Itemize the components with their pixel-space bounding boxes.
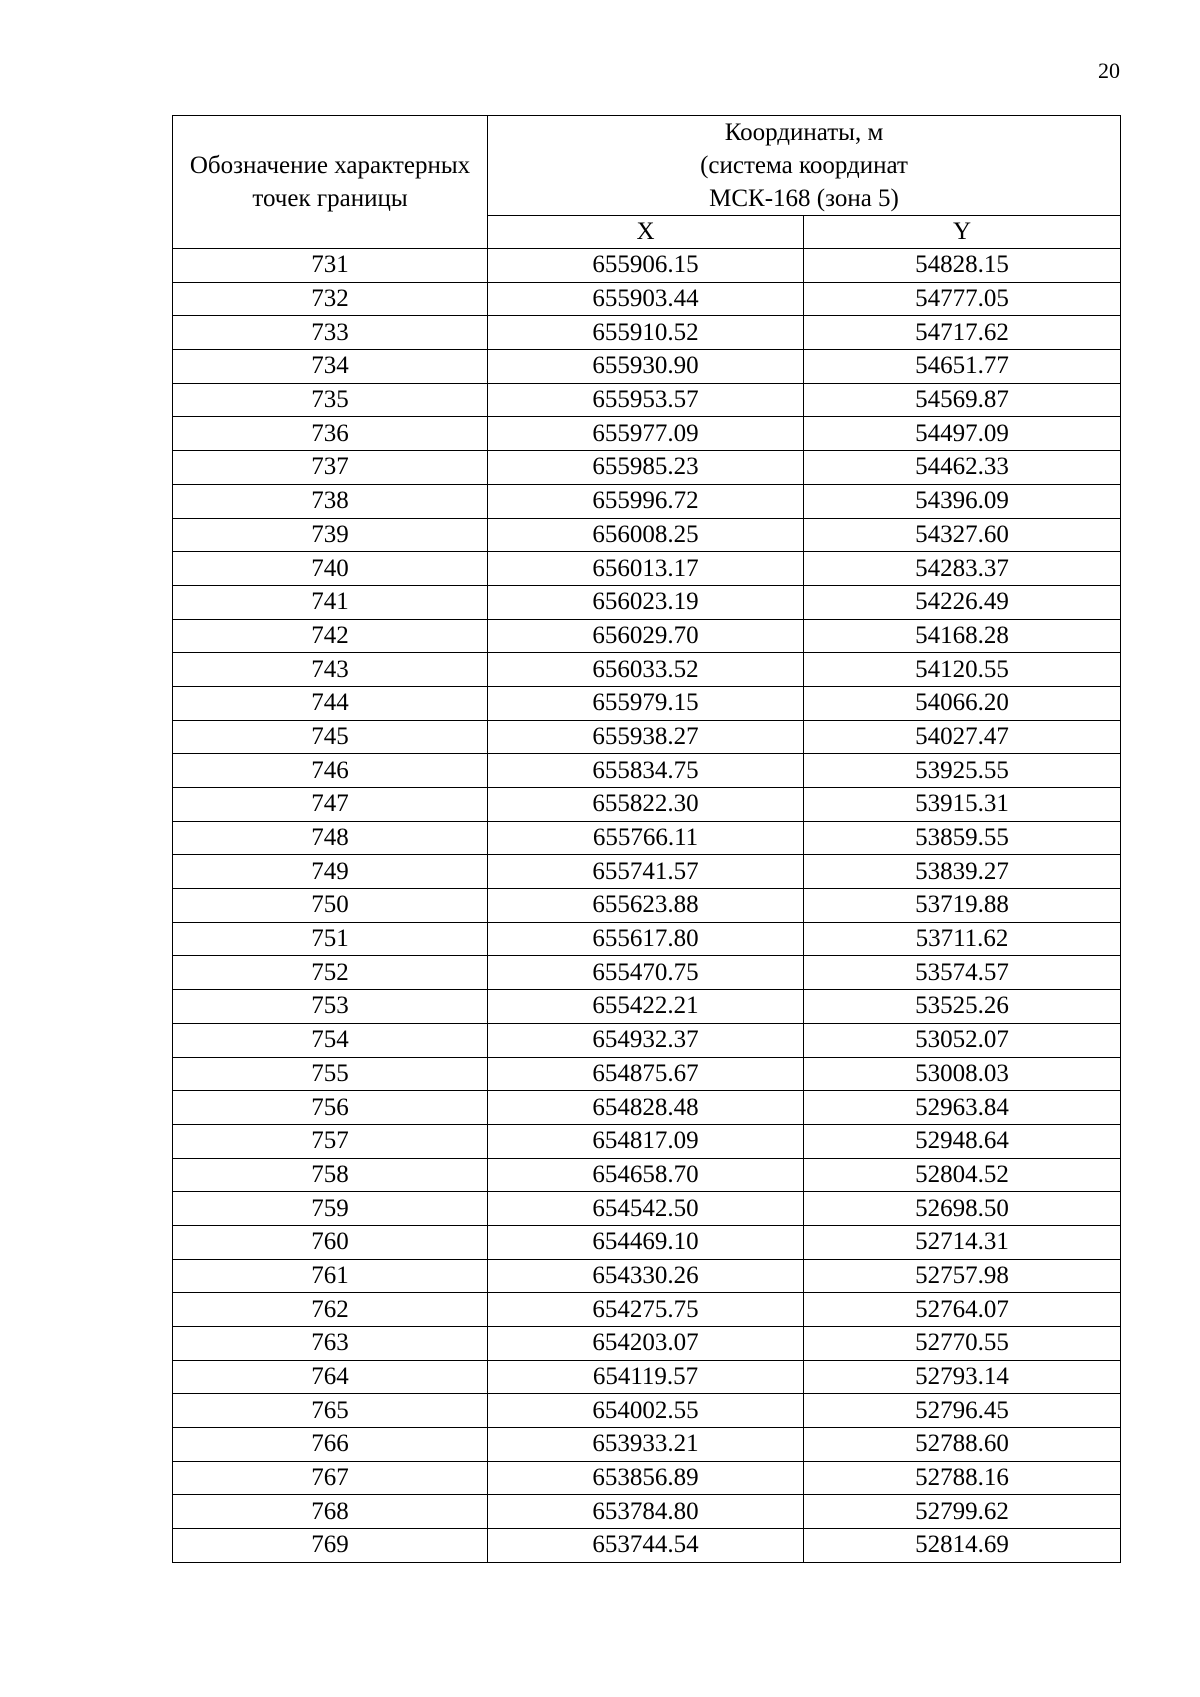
table-row [173, 1091, 1121, 1125]
cell-x: 655422.21 [488, 990, 804, 1024]
cell-point: 740 [173, 552, 488, 586]
cell-x: 654119.57 [488, 1360, 804, 1394]
table-body [173, 249, 1121, 1563]
cell-x: 655470.75 [488, 956, 804, 990]
cell-y: 54066.20 [804, 686, 1121, 720]
cell-point: 765 [173, 1394, 488, 1428]
cell-x: 654203.07 [488, 1327, 804, 1361]
cell-y: 53525.26 [804, 990, 1121, 1024]
cell-point: 764 [173, 1360, 488, 1394]
cell-y: 53574.57 [804, 956, 1121, 990]
cell-x: 654002.55 [488, 1394, 804, 1428]
cell-y: 54327.60 [804, 518, 1121, 552]
cell-point: 741 [173, 585, 488, 619]
cell-point: 742 [173, 619, 488, 653]
cell-point: 766 [173, 1428, 488, 1462]
cell-y: 53915.31 [804, 788, 1121, 822]
cell-y: 54717.62 [804, 316, 1121, 350]
cell-y: 52799.62 [804, 1495, 1121, 1529]
header-coordinates [488, 116, 1121, 216]
cell-y: 52714.31 [804, 1225, 1121, 1259]
cell-point: 759 [173, 1192, 488, 1226]
page-number: 20 [1098, 58, 1120, 83]
cell-point: 758 [173, 1158, 488, 1192]
table-row [173, 1225, 1121, 1259]
cell-y: 52698.50 [804, 1192, 1121, 1226]
table-row [173, 249, 1121, 283]
cell-x: 655953.57 [488, 383, 804, 417]
table-row [173, 1158, 1121, 1192]
table-row [173, 417, 1121, 451]
header-point-designation: Обозначение характерных точек границы [173, 116, 488, 249]
cell-point: 763 [173, 1327, 488, 1361]
cell-x: 655930.90 [488, 350, 804, 384]
cell-y: 52788.16 [804, 1461, 1121, 1495]
cell-x: 655979.15 [488, 686, 804, 720]
cell-x: 653784.80 [488, 1495, 804, 1529]
cell-x: 654658.70 [488, 1158, 804, 1192]
cell-x: 654542.50 [488, 1192, 804, 1226]
cell-point: 750 [173, 889, 488, 923]
table-row [173, 518, 1121, 552]
cell-point: 735 [173, 383, 488, 417]
cell-point: 751 [173, 922, 488, 956]
cell-y: 54120.55 [804, 653, 1121, 687]
table-row [173, 316, 1121, 350]
cell-y: 54396.09 [804, 484, 1121, 518]
cell-x: 654469.10 [488, 1225, 804, 1259]
table-row [173, 585, 1121, 619]
cell-y: 53719.88 [804, 889, 1121, 923]
cell-y: 53008.03 [804, 1057, 1121, 1091]
cell-y: 52963.84 [804, 1091, 1121, 1125]
table-header [173, 116, 1121, 249]
table-row [173, 1394, 1121, 1428]
cell-x: 655623.88 [488, 889, 804, 923]
cell-point: 752 [173, 956, 488, 990]
cell-point: 768 [173, 1495, 488, 1529]
cell-y: 52796.45 [804, 1394, 1121, 1428]
table-row [173, 1293, 1121, 1327]
cell-y: 52764.07 [804, 1293, 1121, 1327]
cell-y: 53711.62 [804, 922, 1121, 956]
cell-point: 734 [173, 350, 488, 384]
cell-x: 655903.44 [488, 282, 804, 316]
cell-x: 656013.17 [488, 552, 804, 586]
table-row [173, 1023, 1121, 1057]
cell-point: 737 [173, 451, 488, 485]
table-row [173, 1057, 1121, 1091]
header-coordinates-line2: (система координат [700, 152, 908, 179]
table-row [173, 350, 1121, 384]
cell-x: 653933.21 [488, 1428, 804, 1462]
cell-point: 761 [173, 1259, 488, 1293]
table-row [173, 889, 1121, 923]
cell-point: 736 [173, 417, 488, 451]
cell-y: 52793.14 [804, 1360, 1121, 1394]
cell-x: 655977.09 [488, 417, 804, 451]
cell-y: 52788.60 [804, 1428, 1121, 1462]
cell-point: 748 [173, 821, 488, 855]
cell-y: 52804.52 [804, 1158, 1121, 1192]
cell-x: 654828.48 [488, 1091, 804, 1125]
cell-point: 755 [173, 1057, 488, 1091]
cell-y: 54497.09 [804, 417, 1121, 451]
table-row [173, 282, 1121, 316]
cell-point: 749 [173, 855, 488, 889]
cell-point: 745 [173, 720, 488, 754]
cell-x: 655822.30 [488, 788, 804, 822]
header-y: Y [804, 216, 1121, 249]
table-row [173, 720, 1121, 754]
table-row [173, 922, 1121, 956]
header-x: X [488, 216, 804, 249]
table-row [173, 484, 1121, 518]
cell-y: 54462.33 [804, 451, 1121, 485]
table-row [173, 1327, 1121, 1361]
cell-y: 52757.98 [804, 1259, 1121, 1293]
cell-x: 655938.27 [488, 720, 804, 754]
cell-x: 654275.75 [488, 1293, 804, 1327]
cell-point: 743 [173, 653, 488, 687]
cell-point: 767 [173, 1461, 488, 1495]
table-row [173, 1192, 1121, 1226]
cell-y: 52814.69 [804, 1529, 1121, 1563]
cell-y: 54226.49 [804, 585, 1121, 619]
table-row [173, 990, 1121, 1024]
cell-point: 739 [173, 518, 488, 552]
cell-x: 654817.09 [488, 1124, 804, 1158]
cell-point: 760 [173, 1225, 488, 1259]
cell-x: 656008.25 [488, 518, 804, 552]
cell-x: 654875.67 [488, 1057, 804, 1091]
table-row [173, 1124, 1121, 1158]
cell-y: 54651.77 [804, 350, 1121, 384]
table-row [173, 956, 1121, 990]
table-row [173, 788, 1121, 822]
cell-point: 756 [173, 1091, 488, 1125]
cell-x: 656033.52 [488, 653, 804, 687]
table-row [173, 1461, 1121, 1495]
cell-x: 654330.26 [488, 1259, 804, 1293]
cell-point: 753 [173, 990, 488, 1024]
cell-x: 655996.72 [488, 484, 804, 518]
cell-point: 757 [173, 1124, 488, 1158]
cell-y: 52770.55 [804, 1327, 1121, 1361]
table-row [173, 1495, 1121, 1529]
table-row [173, 653, 1121, 687]
cell-x: 656023.19 [488, 585, 804, 619]
cell-point: 744 [173, 686, 488, 720]
table-row [173, 619, 1121, 653]
table-row [173, 1259, 1121, 1293]
cell-point: 746 [173, 754, 488, 788]
cell-point: 769 [173, 1529, 488, 1563]
cell-y: 53859.55 [804, 821, 1121, 855]
cell-x: 655741.57 [488, 855, 804, 889]
table-row [173, 855, 1121, 889]
cell-y: 54027.47 [804, 720, 1121, 754]
table-row [173, 451, 1121, 485]
cell-y: 54569.87 [804, 383, 1121, 417]
cell-y: 54168.28 [804, 619, 1121, 653]
table-row [173, 1428, 1121, 1462]
table-row [173, 1360, 1121, 1394]
table-row [173, 686, 1121, 720]
cell-y: 54828.15 [804, 249, 1121, 283]
cell-x: 653744.54 [488, 1529, 804, 1563]
cell-x: 655766.11 [488, 821, 804, 855]
table-row [173, 552, 1121, 586]
cell-y: 54777.05 [804, 282, 1121, 316]
cell-y: 53839.27 [804, 855, 1121, 889]
cell-point: 754 [173, 1023, 488, 1057]
cell-x: 655910.52 [488, 316, 804, 350]
cell-x: 655617.80 [488, 922, 804, 956]
table-row [173, 754, 1121, 788]
coordinates-table [172, 115, 1121, 1563]
cell-y: 53052.07 [804, 1023, 1121, 1057]
cell-x: 655985.23 [488, 451, 804, 485]
cell-x: 656029.70 [488, 619, 804, 653]
cell-point: 747 [173, 788, 488, 822]
cell-point: 731 [173, 249, 488, 283]
table-row [173, 821, 1121, 855]
cell-y: 53925.55 [804, 754, 1121, 788]
cell-point: 733 [173, 316, 488, 350]
cell-point: 732 [173, 282, 488, 316]
table-row [173, 383, 1121, 417]
cell-x: 654932.37 [488, 1023, 804, 1057]
cell-x: 655834.75 [488, 754, 804, 788]
cell-point: 738 [173, 484, 488, 518]
cell-x: 653856.89 [488, 1461, 804, 1495]
cell-y: 54283.37 [804, 552, 1121, 586]
cell-x: 655906.15 [488, 249, 804, 283]
header-coordinates-line1: Координаты, м [724, 119, 884, 146]
table-row [173, 1529, 1121, 1563]
cell-point: 762 [173, 1293, 488, 1327]
cell-y: 52948.64 [804, 1124, 1121, 1158]
header-coordinates-line3: МСК-168 (зона 5) [709, 185, 899, 212]
